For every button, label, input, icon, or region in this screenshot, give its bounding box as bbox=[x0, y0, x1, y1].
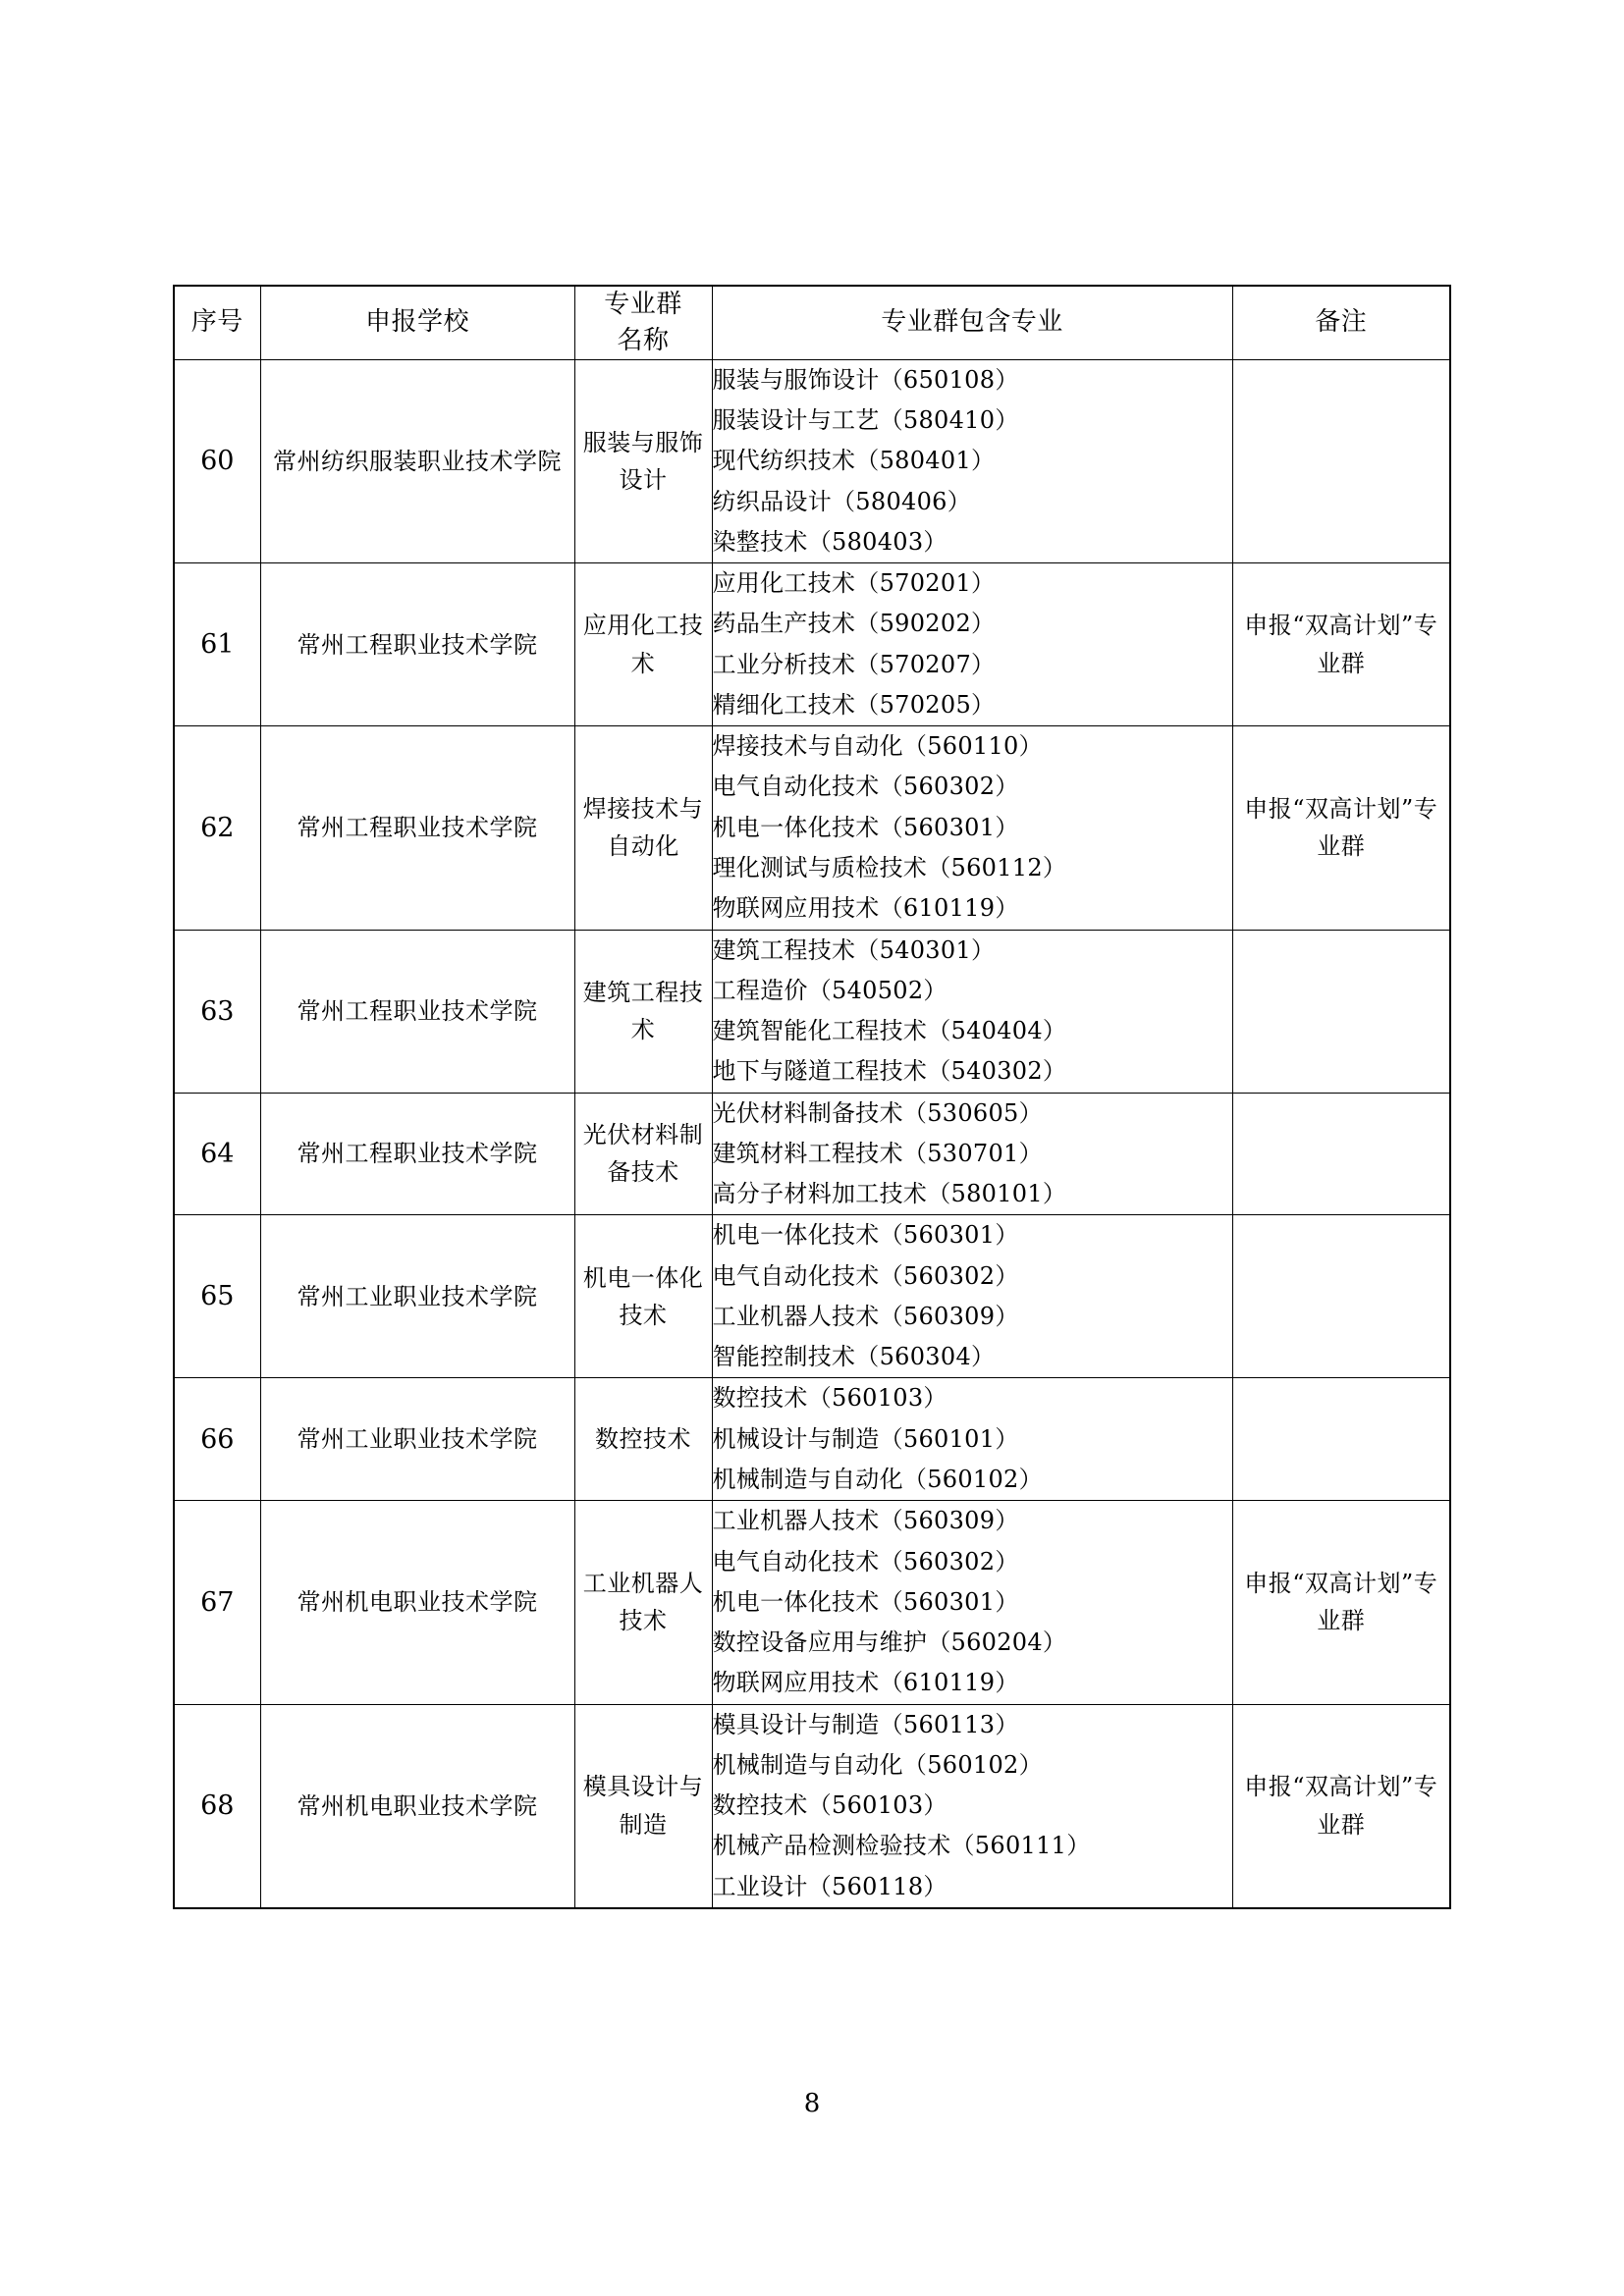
cell-group-name: 服装与服饰设计 bbox=[574, 359, 712, 562]
major-entry: 建筑智能化工程技术（540404） bbox=[712, 1017, 1067, 1045]
major-entry: 工业机器人技术（560309） bbox=[712, 1507, 1019, 1535]
major-entry: 电气自动化技术（560302） bbox=[712, 773, 1019, 801]
major-entry: 数控技术（560103） bbox=[712, 1791, 947, 1820]
cell-school-name: 常州工程职业技术学院 bbox=[260, 563, 574, 726]
column-header-seq: 序号 bbox=[174, 286, 260, 359]
cell-majors-list bbox=[712, 1215, 1232, 1378]
column-header-group-name-line2: 名称 bbox=[617, 325, 670, 355]
cell-sequence-number: 60 bbox=[174, 359, 260, 562]
major-entry: 理化测试与质检技术（560112） bbox=[712, 854, 1067, 881]
cell-sequence-number: 62 bbox=[174, 726, 260, 930]
cell-sequence-number: 65 bbox=[174, 1215, 260, 1378]
cell-group-name: 工业机器人技术 bbox=[574, 1501, 712, 1704]
table-header bbox=[174, 286, 1450, 359]
cell-note: 申报“双高计划”专业群 bbox=[1232, 1704, 1450, 1908]
cell-majors-list bbox=[712, 359, 1232, 562]
cell-school-name: 常州机电职业技术学院 bbox=[260, 1704, 574, 1908]
major-entry: 现代纺织技术（580401） bbox=[712, 447, 996, 475]
cell-group-name: 机电一体化技术 bbox=[574, 1215, 712, 1378]
major-entry: 焊接技术与自动化（560110） bbox=[712, 732, 1043, 761]
major-entry: 药品生产技术（590202） bbox=[712, 610, 996, 638]
table-row bbox=[174, 930, 1450, 1093]
cell-group-name: 应用化工技术 bbox=[574, 563, 712, 726]
cell-school-name: 常州纺织服装职业技术学院 bbox=[260, 359, 574, 562]
cell-note bbox=[1232, 359, 1450, 562]
cell-note bbox=[1232, 1215, 1450, 1378]
cell-note: 申报“双高计划”专业群 bbox=[1232, 563, 1450, 726]
table-row bbox=[174, 726, 1450, 930]
major-entry: 服装与服饰设计（650108） bbox=[712, 365, 1019, 394]
major-entry: 工业分析技术（570207） bbox=[712, 650, 996, 678]
cell-group-name: 焊接技术与自动化 bbox=[574, 726, 712, 930]
cell-sequence-number: 67 bbox=[174, 1501, 260, 1704]
major-entry: 工业设计（560118） bbox=[712, 1872, 947, 1900]
major-entry: 高分子材料加工技术（580101） bbox=[712, 1180, 1067, 1208]
column-header-majors: 专业群包含专业 bbox=[712, 286, 1232, 359]
table-row bbox=[174, 1501, 1450, 1704]
major-entry: 物联网应用技术（610119） bbox=[712, 1669, 1019, 1697]
major-entry: 服装设计与工艺（580410） bbox=[712, 406, 1019, 435]
major-entry: 机械产品检测检验技术（560111） bbox=[712, 1832, 1091, 1860]
major-entry: 机电一体化技术（560301） bbox=[712, 1587, 1019, 1616]
major-entry: 智能控制技术（560304） bbox=[712, 1343, 996, 1371]
cell-note: 申报“双高计划”专业群 bbox=[1232, 726, 1450, 930]
major-entry: 机械制造与自动化（560102） bbox=[712, 1750, 1043, 1779]
table-row bbox=[174, 563, 1450, 726]
major-groups-table bbox=[173, 285, 1451, 1909]
cell-note bbox=[1232, 1093, 1450, 1215]
cell-school-name: 常州工程职业技术学院 bbox=[260, 1093, 574, 1215]
cell-school-name: 常州工程职业技术学院 bbox=[260, 726, 574, 930]
cell-group-name: 数控技术 bbox=[574, 1378, 712, 1501]
cell-school-name: 常州工业职业技术学院 bbox=[260, 1378, 574, 1501]
major-entry: 电气自动化技术（560302） bbox=[712, 1547, 1019, 1575]
cell-majors-list bbox=[712, 1378, 1232, 1501]
major-entry: 工程造价（540502） bbox=[712, 976, 947, 1004]
cell-sequence-number: 63 bbox=[174, 930, 260, 1093]
cell-group-name: 建筑工程技术 bbox=[574, 930, 712, 1093]
major-entry: 光伏材料制备技术（530605） bbox=[712, 1098, 1043, 1127]
major-entry: 纺织品设计（580406） bbox=[712, 487, 972, 515]
major-entry: 物联网应用技术（610119） bbox=[712, 894, 1019, 923]
cell-majors-list bbox=[712, 930, 1232, 1093]
table-row bbox=[174, 359, 1450, 562]
major-entry: 精细化工技术（570205） bbox=[712, 690, 996, 719]
major-entry: 应用化工技术（570201） bbox=[712, 569, 996, 598]
cell-majors-list bbox=[712, 1093, 1232, 1215]
cell-school-name: 常州工业职业技术学院 bbox=[260, 1215, 574, 1378]
column-header-school: 申报学校 bbox=[260, 286, 574, 359]
table-container bbox=[173, 285, 1449, 1909]
major-entry: 地下与隧道工程技术（540302） bbox=[712, 1057, 1067, 1086]
major-entry: 模具设计与制造（560113） bbox=[712, 1710, 1019, 1738]
cell-note bbox=[1232, 930, 1450, 1093]
major-entry: 染整技术（580403） bbox=[712, 527, 947, 556]
major-entry: 机械制造与自动化（560102） bbox=[712, 1465, 1043, 1493]
cell-sequence-number: 64 bbox=[174, 1093, 260, 1215]
cell-school-name: 常州工程职业技术学院 bbox=[260, 930, 574, 1093]
major-entry: 机械设计与制造（560101） bbox=[712, 1424, 1019, 1453]
column-header-note: 备注 bbox=[1232, 286, 1450, 359]
cell-note: 申报“双高计划”专业群 bbox=[1232, 1501, 1450, 1704]
table-row bbox=[174, 1215, 1450, 1378]
column-header-group-name-line1: 专业群 bbox=[604, 290, 682, 319]
cell-majors-list bbox=[712, 1704, 1232, 1908]
cell-group-name: 模具设计与制造 bbox=[574, 1704, 712, 1908]
major-entry: 数控技术（560103） bbox=[712, 1384, 947, 1413]
cell-majors-list bbox=[712, 1501, 1232, 1704]
major-entry: 建筑材料工程技术（530701） bbox=[712, 1139, 1043, 1167]
table-body bbox=[174, 359, 1450, 1908]
cell-majors-list bbox=[712, 563, 1232, 726]
table-row bbox=[174, 1704, 1450, 1908]
major-entry: 建筑工程技术（540301） bbox=[712, 935, 996, 964]
table-row bbox=[174, 1378, 1450, 1501]
page-number: 8 bbox=[803, 2089, 821, 2118]
table-row bbox=[174, 1093, 1450, 1215]
major-entry: 机电一体化技术（560301） bbox=[712, 1221, 1019, 1250]
cell-group-name: 光伏材料制备技术 bbox=[574, 1093, 712, 1215]
major-entry: 数控设备应用与维护（560204） bbox=[712, 1629, 1067, 1657]
cell-note bbox=[1232, 1378, 1450, 1501]
cell-sequence-number: 61 bbox=[174, 563, 260, 726]
major-entry: 机电一体化技术（560301） bbox=[712, 813, 1019, 841]
major-entry: 工业机器人技术（560309） bbox=[712, 1302, 1019, 1330]
cell-majors-list bbox=[712, 726, 1232, 930]
cell-sequence-number: 68 bbox=[174, 1704, 260, 1908]
column-header-group-name bbox=[574, 286, 712, 359]
table-header-row bbox=[174, 286, 1450, 359]
major-entry: 电气自动化技术（560302） bbox=[712, 1261, 1019, 1290]
cell-school-name: 常州机电职业技术学院 bbox=[260, 1501, 574, 1704]
cell-sequence-number: 66 bbox=[174, 1378, 260, 1501]
